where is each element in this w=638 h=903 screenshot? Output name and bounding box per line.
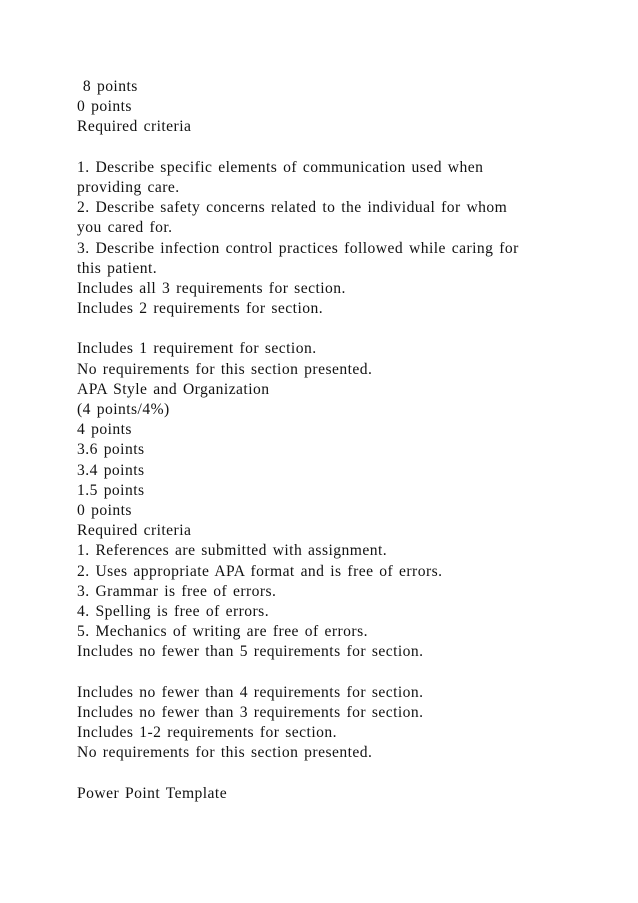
section-heading: APA Style and Organization [77,380,270,398]
text-line: (4 points/4%) [77,401,170,418]
text-line: 5. Mechanics of writing are free of errors. [77,623,368,641]
text-line: 0 points [77,98,132,116]
text-line: 3. Describe infection control practices followed while caring for [77,239,519,257]
text-line: Power Point Template [77,784,228,802]
text-line: Includes no fewer than 4 requirements for section. [77,683,424,701]
text-line: Required criteria [77,118,192,136]
text-line: providing care. [77,178,180,196]
text-line: this patient. [77,259,158,277]
blank-line [77,138,597,158]
text-line: 1.5 points [77,481,145,499]
blank-line [77,319,597,339]
text-line: 2. Describe safety concerns related to the individual for whom [77,199,508,217]
text-line: Includes 1 requirement for section. [77,340,317,358]
text-line: 0 points [77,501,132,519]
text-line: 1. Describe specific elements of communication used when [77,158,484,176]
text-line: Required criteria [77,522,192,540]
text-line: No requirements for this section presented. [77,360,373,378]
text-line: 8 points [77,78,138,95]
text-line: 3.4 points [77,461,145,479]
text-line: you cared for. [77,219,173,237]
text-line: 3. Grammar is free of errors. [77,582,277,600]
text-line: Includes no fewer than 5 requirements for section. [77,643,424,661]
text-line: 4. Spelling is free of errors. [77,602,270,620]
blank-line [77,763,597,783]
document-body [77,77,597,804]
text-line: 4 points [77,421,132,439]
blank-line [77,662,597,682]
text-line: No requirements for this section presented. [77,744,373,762]
text-line: 1. References are submitted with assignment. [77,542,388,560]
text-line: Includes no fewer than 3 requirements for section. [77,703,424,721]
text-line: Includes all 3 requirements for section. [77,279,346,297]
text-line: Includes 2 requirements for section. [77,300,324,318]
text-line: 2. Uses appropriate APA format and is free of errors. [77,562,443,580]
text-line: Includes 1-2 requirements for section. [77,724,337,741]
text-line: 3.6 points [77,441,145,459]
